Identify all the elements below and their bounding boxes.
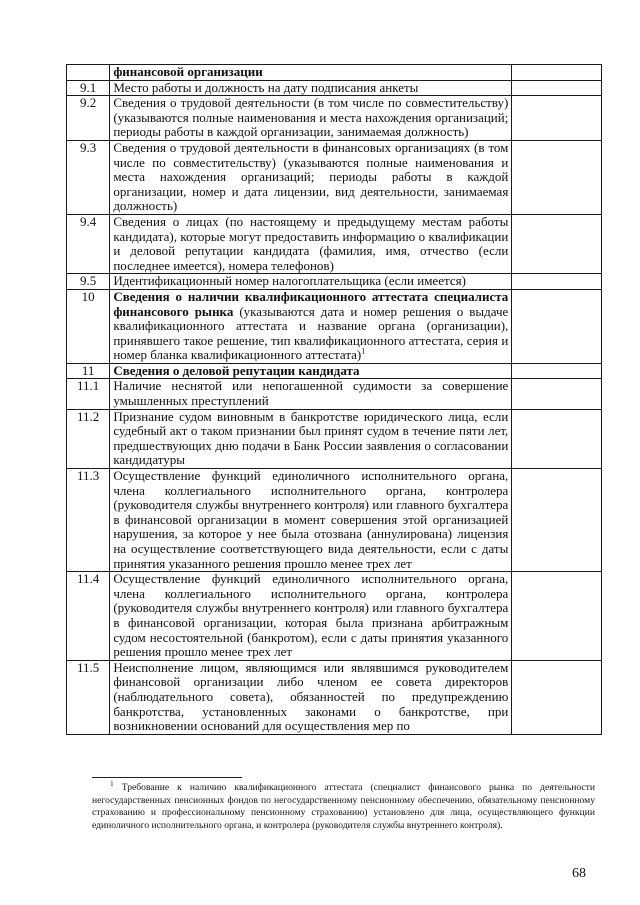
answer-cell: [512, 140, 602, 214]
table-row: [67, 96, 602, 141]
row-text: Осуществление функций единоличного исполнительного органа, члена коллегиального исполнительного органа, контролера (руководителя службы внутреннего контроля) или главного бухгалтера в финансовой организации, которая была признана арбитражным судом несостоятельной (банкротом), если с даты принятия указанного решения прошло менее трех лет: [110, 572, 512, 661]
row-text: Сведения о трудовой деятельности (в том числе по совместительству) (указываются полные наименования и места нахождения организаций; периоды работы в каждой организации, занимаемая должность): [110, 96, 512, 141]
row-text: Осуществление функций единоличного исполнительного органа, члена коллегиального исполнительного органа, контролера (руководителя службы внутреннего контроля) или главного бухгалтера в финансовой организации в момент совершения этой организацией нарушения, за которое у нее была отозвана (аннулирована) лицензия на осуществление соответствующего вида деятельности, если с даты принятия указанного решения прошло менее трех лет: [110, 469, 512, 572]
row-number: 11.2: [67, 409, 110, 468]
row-text: Признание судом виновным в банкротстве юридического лица, если судебный акт о таком признании был принят судом в течение пяти лет, предшествующих дню подачи в Банк России заявления о согласовании кандидатуры: [110, 409, 512, 468]
row-number: 11.5: [67, 660, 110, 734]
answer-cell: [512, 214, 602, 273]
answer-cell: [512, 409, 602, 468]
row-text: Сведения о лицах (по настоящему и предыдущему местам работы кандидата), которые могут предоставить информацию о квалификации и деловой репутации кандидата (фамилия, имя, отчество (если последнее имеется), номера телефонов): [110, 214, 512, 273]
table-row: [67, 469, 602, 572]
questionnaire-table: [66, 64, 602, 735]
answer-cell: [512, 379, 602, 409]
row-text: [110, 289, 512, 363]
row-text: Наличие неснятой или непогашенной судимости за совершение умышленных преступлений: [110, 379, 512, 409]
row-number: 11.1: [67, 379, 110, 409]
table-row: [67, 140, 602, 214]
table-row: [67, 65, 602, 81]
row-number: 11: [67, 363, 110, 379]
answer-cell: [512, 80, 602, 96]
answer-cell: [512, 274, 602, 290]
answer-cell: [512, 363, 602, 379]
footnote-text: Требование к наличию квалификационного аттестата (специалист финансового рынка по деятельности негосударственных пенсионных фондов по негосударственному пенсионному обеспечению, обязательному пенсионному страхованию и профессиональному пенсионному страхованию) установлено для лица, осуществляющего функции единоличного исполнительного органа, и контролера (руководителя службы внутреннего контроля).: [92, 782, 595, 831]
table-row: [67, 274, 602, 290]
row-text: Место работы и должность на дату подписания анкеты: [110, 80, 512, 96]
row-number: [67, 65, 110, 81]
answer-cell: [512, 572, 602, 661]
section-heading: Сведения о деловой репутации кандидата: [110, 363, 512, 379]
answer-cell: [512, 65, 602, 81]
table-row: [67, 409, 602, 468]
answer-cell: [512, 96, 602, 141]
page-number: 68: [572, 866, 586, 881]
row-text-bold: Сведения о наличии квалификационного аттестата специалиста финансового рынка: [113, 288, 509, 319]
footnote-separator: [92, 777, 242, 778]
answer-cell: [512, 660, 602, 734]
row-text: Идентификационный номер налогоплательщика (если имеется): [110, 274, 512, 290]
row-text-regular: (указываются дата и номер решения о выдаче квалификационного аттестата и название органа (организации), принявшего такое решение, тип квалификационного аттестата, серия и номер бланка квалификационного аттестата): [113, 303, 509, 363]
footnote-reference: 1: [361, 346, 366, 356]
row-number: 11.3: [67, 469, 110, 572]
row-number: 11.4: [67, 572, 110, 661]
row-number: 9.1: [67, 80, 110, 96]
row-text: Сведения о трудовой деятельности в финансовых организациях (в том числе по совместительству) (указываются полные наименования и места нахождения организаций; периоды работы в каждой организации, номер и дата лицензии, вид деятельности, занимаемая должность): [110, 140, 512, 214]
row-number: 9.4: [67, 214, 110, 273]
table-row: [67, 572, 602, 661]
footnote: 1 Требование к наличию квалификационного аттестата (специалист финансового рынка по деятельности негосударственных пенсионных фондов по негосударственному пенсионному обеспечению, обязательному пенсионному страхованию и профессиональному пенсионному страхованию) установлено для лица, осуществляющего функции единоличного исполнительного органа, и контролера (руководителя службы внутреннего контроля).: [92, 778, 595, 831]
row-number: 10: [67, 289, 110, 363]
row-number: 9.5: [67, 274, 110, 290]
row-text: финансовой организации: [110, 65, 512, 81]
table-row: [67, 214, 602, 273]
row-number: 9.3: [67, 140, 110, 214]
table-row: [67, 660, 602, 734]
table-row: [67, 80, 602, 96]
table-row: [67, 289, 602, 363]
answer-cell: [512, 469, 602, 572]
row-text: Неисполнение лицом, являющимся или являвшимся руководителем финансовой организации либо членом ее совета директоров (наблюдательного совета), обязанностей по предупреждению банкротства, установленных законами о банкротстве, при возникновении оснований для осуществления мер по: [110, 660, 512, 734]
table-row: [67, 379, 602, 409]
row-number: 9.2: [67, 96, 110, 141]
answer-cell: [512, 289, 602, 363]
table-row: [67, 363, 602, 379]
